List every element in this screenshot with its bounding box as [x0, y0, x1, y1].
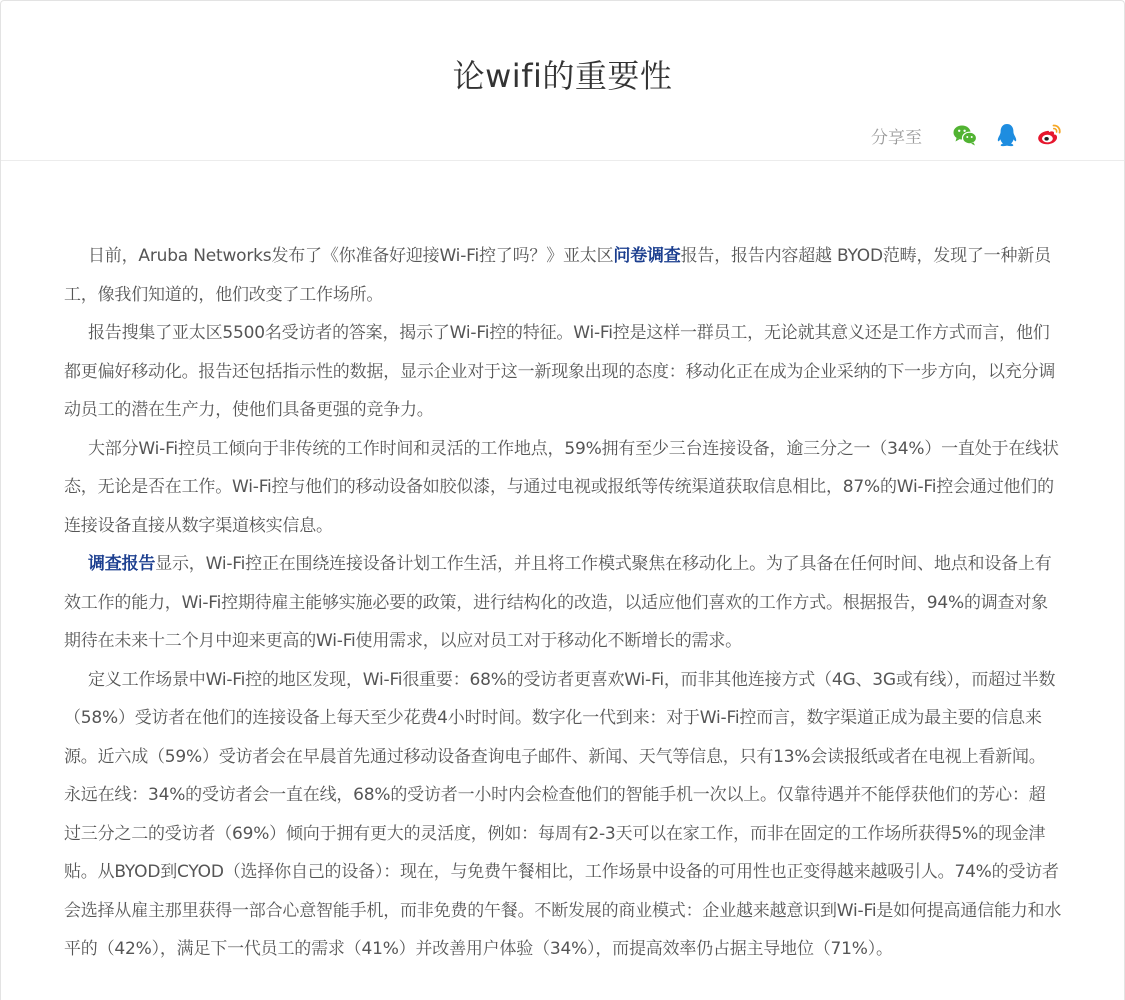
weibo-icon[interactable] — [1036, 122, 1062, 148]
share-label: 分享至 — [871, 127, 922, 148]
paragraph-4 — [64, 545, 1062, 661]
article-title: 论wifi的重要性 — [452, 57, 673, 95]
paragraph-text: 大部分Wi-Fi控员工倾向于非传统的工作时间和灵活的工作地点，59%拥有至少三台连接设备，逾三分之一（34%）一直处于在线状态，无论是否在工作。Wi-Fi控与他们的移动设备如胶似漆，与通过电视或报纸等传统渠道获取信息相比，87%的Wi-Fi控会通过他们的连接设备直接从数字渠道核实信息。 — [64, 438, 1059, 536]
paragraph-5 — [64, 661, 1062, 969]
paragraph-2 — [64, 314, 1062, 430]
article-body — [64, 237, 1062, 969]
wechat-icon[interactable] — [952, 122, 978, 148]
share-bar — [871, 121, 1062, 149]
paragraph-text: 显示，Wi-Fi控正在围绕连接设备计划工作生活，并且将工作模式聚焦在移动化上。为了具备在任何时间、地点和设备上有效工作的能力，Wi-Fi控期待雇主能够实施必要的政策，进行结构化的改造，以适应他们喜欢的工作方式。根据报告，94%的调查对象期待在未来十二个月中迎来更高的Wi-Fi使用需求，以应对员工对于移动化不断增长的需求。 — [64, 554, 1052, 651]
paragraph-text: 报告搜集了亚太区5500名受访者的答案，揭示了Wi-Fi控的特征。Wi-Fi控是这样一群员工，无论就其意义还是工作方式而言，他们都更偏好移动化。报告还包括指示性的数据，显示企业对于这一新现象出现的态度：移动化正在成为企业采纳的下一步方向，以充分调动员工的潜在生产力，使他们具备更强的竞争力。 — [64, 323, 1056, 420]
report-link[interactable]: 调查报告 — [88, 554, 156, 574]
qq-icon[interactable] — [994, 122, 1020, 148]
paragraph-text: 日前，Aruba Networks发布了《你准备好迎接Wi-Fi控了吗？》亚太区 — [88, 246, 614, 266]
paragraph-text: 报告，报告内容超越 BYOD范畴，发现了一种新员工，像我们知道的，他们改变了工作场所。 — [64, 246, 1051, 305]
survey-link[interactable]: 问卷调查 — [613, 246, 681, 266]
paragraph-text: 定义工作场景中Wi-Fi控的地区发现，Wi-Fi很重要：68%的受访者更喜欢Wi-Fi，而非其他连接方式（4G、3G或有线），而超过半数（58%）受访者在他们的连接设备上每天至少花费4小时时间。数字化一代到来：对于Wi-Fi控而言，数字渠道正成为最主要的信息来源。近六成（59%）受访者会在早晨首先通过移动设备查询电子邮件、新闻、天气等信息，只有13%会读报纸或者在电视上看新闻。永远在线：34%的受访者会一直在线，68%的受访者一小时内会检查他们的智能手机一次以上。仅靠待遇并不能俘获他们的芳心：超过三分之二的受访者（69%）倾向于拥有更大的灵活度，例如：每周有2-3天可以在家工作，而非在固定的工作场所获得5%的现金津贴。从BYOD到CYOD（选择你自己的设备）：现在，与免费午餐相比，工作场景中设备的可用性也正变得越来越吸引人。74%的受访者会选择从雇主那里获得一部合心意智能手机，而非免费的午餐。不断发展的商业模式：企业越来越意识到Wi-Fi是如何提高通信能力和水平的（42%），满足下一代员工的需求（41%）并改善用户体验（34%），而提高效率仍占据主导地位（71%）。 — [64, 669, 1062, 959]
paragraph-3 — [64, 430, 1062, 546]
article-header — [1, 1, 1124, 161]
paragraph-1 — [64, 237, 1062, 314]
